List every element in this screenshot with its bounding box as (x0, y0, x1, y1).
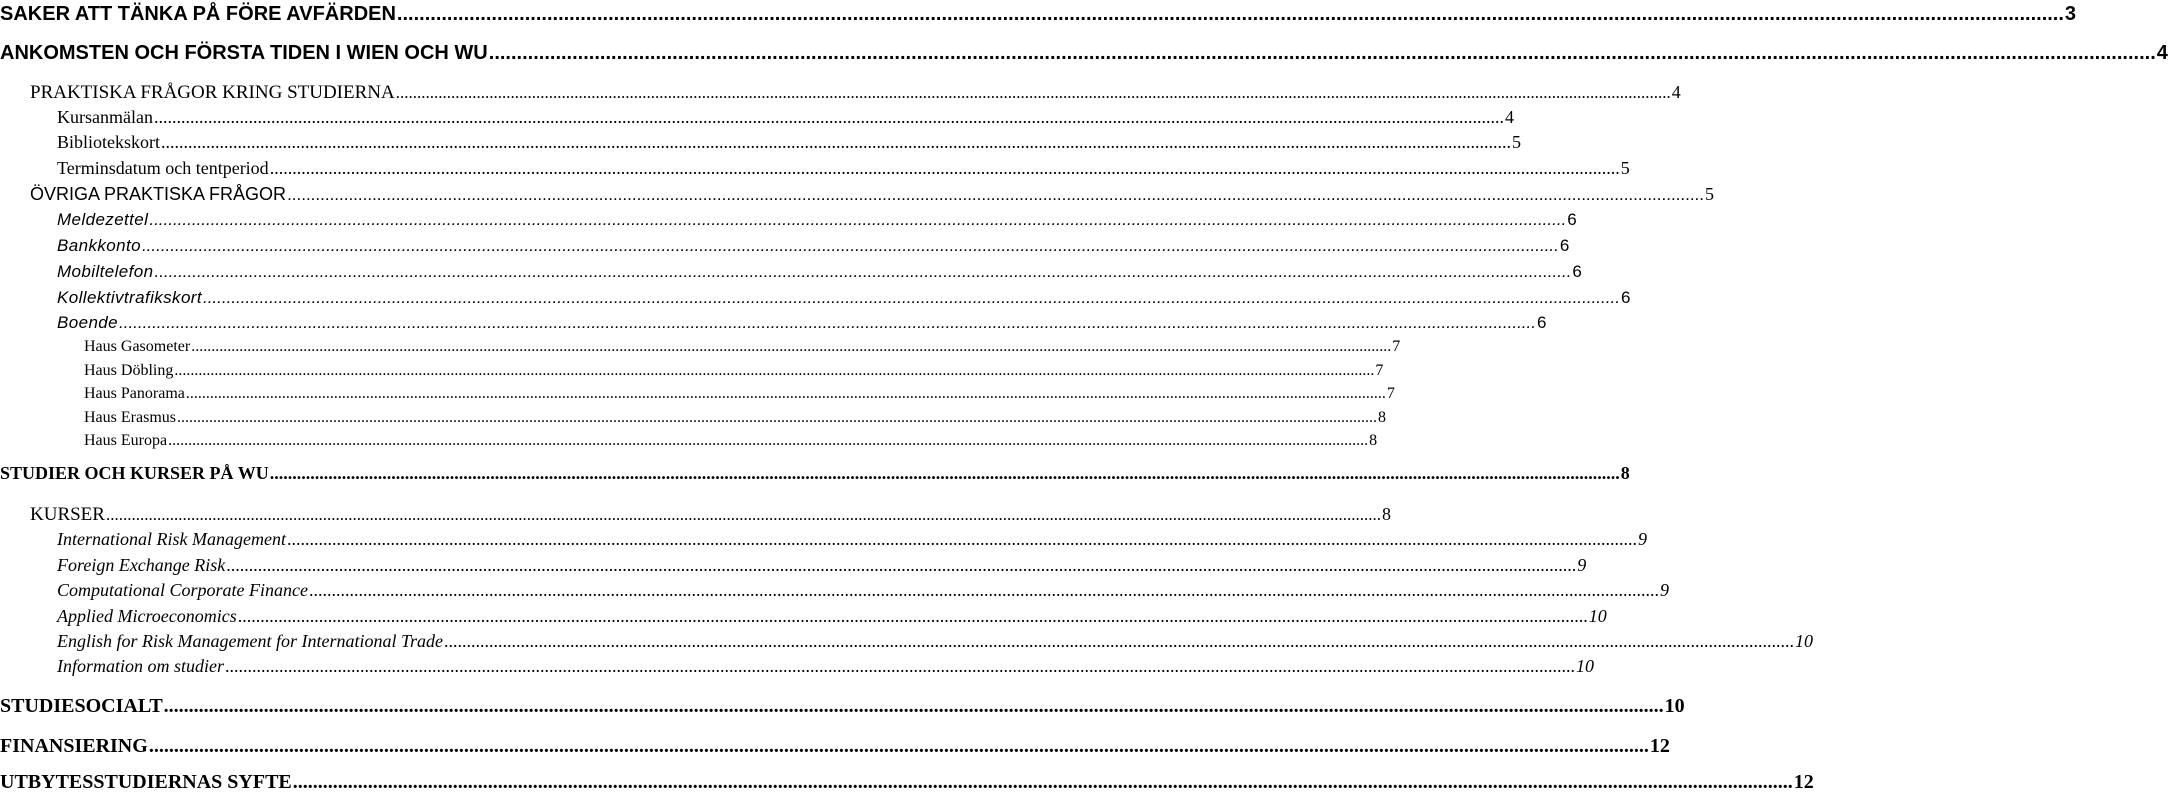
toc-entry-page: 7 (1392, 338, 1401, 355)
toc-leader-dots: ............................................................................................................................................................................................................................................................................................................ (292, 771, 1793, 793)
toc-entry[interactable] (0, 236, 1570, 255)
toc-entry[interactable] (0, 409, 1386, 426)
toc-entry[interactable] (0, 631, 1813, 651)
toc-entry-page: 5 (1705, 184, 1715, 204)
toc-entry[interactable] (0, 158, 1630, 178)
toc-leader-dots: ............................................................................................................................................................................................................................................................................................................ (185, 385, 1386, 402)
toc-leader-dots: ............................................................................................................................................................................................................................................................................................................ (163, 695, 1664, 717)
toc-entry[interactable] (0, 362, 1384, 379)
toc-entry-title: ANKOMSTEN OCH FÖRSTA TIDEN I WIEN OCH WU (0, 42, 488, 64)
toc-leader-dots: ............................................................................................................................................................................................................................................................................................................ (226, 555, 1577, 575)
toc-entry-title: UTBYTESSTUDIERNAS SYFTE (0, 771, 292, 793)
toc-entry[interactable] (0, 210, 1578, 229)
toc-entry-title: Kursanmälan (57, 107, 153, 127)
toc-entry-title: Foreign Exchange Risk (57, 555, 226, 575)
toc-entry-page: 12 (1649, 735, 1670, 757)
toc-entry-page: 5 (1512, 132, 1521, 152)
toc-leader-dots: ............................................................................................................................................................................................................................................................................................................ (105, 505, 1381, 524)
toc-entry-title: STUDIER OCH KURSER PÅ WU (0, 463, 269, 483)
toc-entry-page: 6 (1536, 313, 1547, 332)
toc-leader-dots: ............................................................................................................................................................................................................................................................................................................ (168, 432, 1369, 449)
toc-entry[interactable] (0, 82, 1681, 103)
toc-entry-title: Mobiltelefon (57, 262, 154, 281)
toc-leader-dots: ............................................................................................................................................................................................................................................................................................................ (176, 409, 1377, 426)
toc-leader-dots: ............................................................................................................................................................................................................................................................................................................ (488, 42, 2156, 64)
toc-entry[interactable] (0, 3, 2077, 25)
toc-entry-title: Bankkonto (57, 236, 141, 255)
toc-entry-title: Information om studier (57, 656, 225, 676)
toc-entry-page: 3 (2064, 3, 2077, 25)
toc-entry-title: Terminsdatum och tentperiod (57, 158, 269, 178)
toc-entry-title: Haus Gasometer (84, 338, 191, 355)
toc-entry-page: 7 (1375, 362, 1384, 379)
toc-entry-page: 10 (1794, 631, 1813, 651)
toc-entry-page: 12 (1793, 771, 1814, 793)
toc-entry-title: English for Risk Management for International Trade (57, 631, 443, 651)
toc-leader-dots: ............................................................................................................................................................................................................................................................................................................ (154, 262, 1572, 281)
toc-entry-page: 8 (1381, 504, 1391, 524)
toc-leader-dots: ............................................................................................................................................................................................................................................................................................................ (237, 606, 1588, 626)
toc-leader-dots: ............................................................................................................................................................................................................................................................................................................ (309, 580, 1659, 600)
toc-entry[interactable] (0, 555, 1587, 575)
toc-leader-dots: ............................................................................................................................................................................................................................................................................................................ (191, 338, 1392, 355)
toc-leader-dots: ............................................................................................................................................................................................................................................................................................................ (161, 132, 1511, 152)
toc-entry-page: 9 (1660, 580, 1669, 600)
toc-leader-dots: ............................................................................................................................................................................................................................................................................................................ (395, 83, 1671, 102)
toc-leader-dots: ............................................................................................................................................................................................................................................................................................................ (119, 313, 1536, 332)
toc-entry-title: Applied Microeconomics (57, 606, 237, 626)
toc-entry-title: Meldezettel (57, 210, 149, 229)
toc-entry-page: 10 (1576, 656, 1595, 676)
toc-entry-page: 7 (1386, 385, 1395, 402)
toc-entry[interactable] (0, 463, 1630, 483)
toc-entry-title: FINANSIERING (0, 735, 148, 757)
toc-entry[interactable] (0, 580, 1669, 600)
toc-entry[interactable] (0, 606, 1607, 626)
toc-leader-dots: ............................................................................................................................................................................................................................................................................................................ (225, 656, 1576, 676)
toc-entry-title: Haus Panorama (84, 385, 185, 402)
toc-entry-page: 10 (1588, 606, 1607, 626)
toc-entry[interactable] (0, 771, 1814, 793)
toc-entry-page: 6 (1572, 262, 1583, 281)
toc-entry-page: 8 (1620, 463, 1630, 483)
toc-entry-page: 6 (1620, 288, 1631, 307)
toc-leader-dots: ............................................................................................................................................................................................................................................................................................................ (287, 185, 1705, 204)
toc-leader-dots: ............................................................................................................................................................................................................................................................................................................ (202, 288, 1620, 307)
toc-leader-dots: ............................................................................................................................................................................................................................................................................................................ (148, 735, 1649, 757)
toc-leader-dots: ............................................................................................................................................................................................................................................................................................................ (443, 631, 1794, 651)
toc-entry-page: 9 (1637, 529, 1647, 549)
toc-leader-dots: ............................................................................................................................................................................................................................................................................................................ (174, 362, 1375, 379)
toc-leader-dots: ............................................................................................................................................................................................................................................................................................................ (396, 3, 2064, 25)
toc-entry-page: 5 (1620, 158, 1630, 178)
toc-entry[interactable] (0, 313, 1547, 332)
toc-entry[interactable] (0, 656, 1595, 676)
toc-entry-title: ÖVRIGA PRAKTISKA FRÅGOR (30, 184, 287, 204)
toc-entry[interactable] (0, 695, 1685, 717)
toc-entry[interactable] (0, 504, 1391, 525)
toc-entry-page: 6 (1567, 210, 1578, 229)
toc-entry[interactable] (0, 338, 1401, 355)
toc-entry[interactable] (0, 42, 2168, 64)
toc-entry-page: 8 (1369, 432, 1378, 449)
toc-leader-dots: ............................................................................................................................................................................................................................................................................................................ (141, 236, 1559, 255)
toc-entry-page: 4 (2156, 42, 2168, 64)
toc-entry-title: Haus Döbling (84, 362, 174, 379)
toc-entry-page: 10 (1664, 695, 1685, 717)
toc-entry[interactable] (0, 529, 1647, 549)
toc-entry[interactable] (0, 385, 1395, 402)
toc-entry[interactable] (0, 107, 1514, 127)
toc-entry-title: International Risk Management (57, 529, 286, 549)
toc-entry[interactable] (0, 184, 1715, 204)
toc-leader-dots: ............................................................................................................................................................................................................................................................................................................ (269, 158, 1620, 178)
toc-entry-page: 4 (1671, 82, 1681, 102)
toc-entry[interactable] (0, 735, 1670, 757)
toc-entry[interactable] (0, 288, 1631, 307)
toc-entry-page: 8 (1377, 409, 1386, 426)
toc-entry-title: KURSER (30, 504, 105, 525)
toc-leader-dots: ............................................................................................................................................................................................................................................................................................................ (269, 463, 1620, 483)
toc-entry-title: Bibliotekskort (57, 132, 160, 152)
toc-entry-title: PRAKTISKA FRÅGOR KRING STUDIERNA (30, 82, 395, 103)
toc-entry-page: 4 (1504, 107, 1514, 127)
toc-entry[interactable] (0, 262, 1583, 281)
toc-leader-dots: ............................................................................................................................................................................................................................................................................................................ (286, 529, 1637, 549)
toc-entry-title: Haus Erasmus (84, 409, 176, 426)
toc-entry-page: 9 (1577, 555, 1587, 575)
toc-entry[interactable] (0, 432, 1378, 449)
toc-entry-title: Kollektivtrafikskort (57, 288, 202, 307)
toc-entry[interactable] (0, 132, 1521, 152)
toc-entry-page: 6 (1559, 236, 1570, 255)
toc-entry-title: SAKER ATT TÄNKA PÅ FÖRE AVFÄRDEN (0, 3, 396, 25)
toc-leader-dots: ............................................................................................................................................................................................................................................................................................................ (149, 210, 1567, 229)
toc-entry-title: STUDIESOCIALT (0, 695, 163, 717)
toc-entry-title: Haus Europa (84, 432, 168, 449)
toc-entry-title: Computational Corporate Finance (57, 580, 308, 600)
toc-entry-title: Boende (57, 313, 119, 332)
toc-leader-dots: ............................................................................................................................................................................................................................................................................................................ (153, 107, 1504, 127)
